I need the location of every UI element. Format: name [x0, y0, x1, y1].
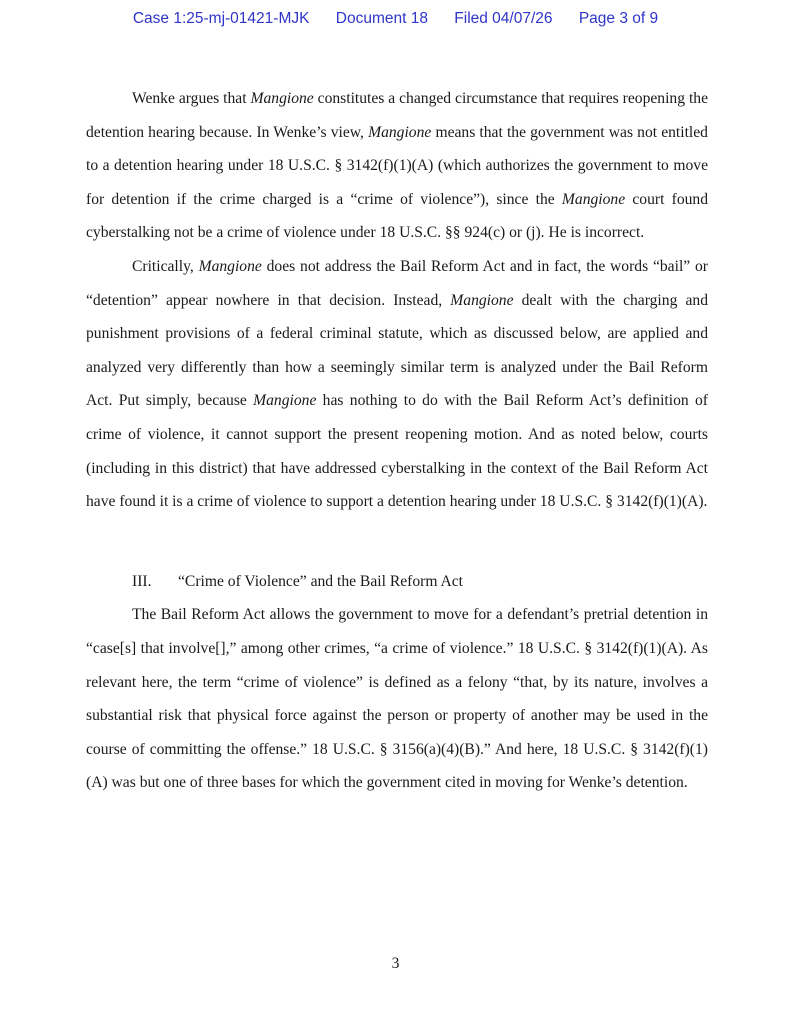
text-run: means that the government was not entitled to a detention hearing under 18 U.S.C. § 3142(f)(1)(A) (which authorizes the government to move for detention if the crime charged is a “crime of violence”), since the [86, 123, 708, 208]
text-run: does not address the Bail Reform Act and in fact, the words “bail” or “detention” appear nowhere in that decision. Instead, [86, 257, 708, 309]
text-run: court found cyberstalking not be a crime of violence under 18 U.S.C. §§ 924(c) or (j). He is incorrect. [86, 190, 709, 242]
section-number: III. [132, 572, 152, 590]
case-name: Mangione [450, 291, 514, 309]
text-run: Critically, [132, 257, 199, 275]
section-title: “Crime of Violence” and the Bail Reform Act [178, 572, 464, 590]
page-indicator: Page 3 of 9 [578, 10, 659, 27]
text-run: constitutes a changed circumstance that requires reopening the detention hearing because. In Wenke’s view, [86, 90, 708, 141]
text-run: Wenke argues that [132, 90, 251, 107]
document-body [86, 82, 708, 800]
case-number: Case 1:25-mj-01421-MJK [132, 10, 310, 27]
paragraph-bail-reform-act: The Bail Reform Act allows the government to move for a defendant’s pretrial detention in “case[s] that involve[],” among other crimes, “a crime of violence.” 18 U.S.C. § 3142(f)(1)(A). As relevant here, the term “crime of violence” is defined as a felony “that, by its nature, involves a substantial risk that physical force against the person or property of another may be used in the course of committing the offense.” 18 U.S.C. § 3156(a)(4)(B).” And here, 18 U.S.C. § 3142(f)(1)(A) was but one of three bases for which the government cited in moving for Wenke’s detention. [86, 606, 708, 792]
text-run: has nothing to do with the Bail Reform Act’s definition of crime of violence, it cannot support the present reopening motion. And as noted below, courts (including in this district) that have addressed cyberstalking in the context of the Bail Reform Act have found it is a crime of violence to support a detention hearing under 18 U.S.C. § 3142(f)(1)(A). [86, 392, 708, 511]
paragraph-critically [86, 250, 708, 519]
case-name: Mangione [253, 392, 317, 410]
filed-date: Filed 04/07/26 [454, 10, 553, 27]
page-number: 3 [391, 955, 400, 972]
ecf-header [0, 10, 791, 28]
section-heading [86, 565, 708, 599]
case-name: Mangione [561, 190, 626, 208]
paragraph-mangione-argument [86, 82, 708, 250]
document-number: Document 18 [335, 10, 428, 27]
case-name: Mangione [198, 257, 262, 275]
case-name: Mangione [368, 123, 432, 141]
case-name: Mangione [250, 90, 314, 107]
text-run: dealt with the charging and punishment provisions of a federal criminal statute, which as discussed below, are applied and analyzed very differently than how a seemingly similar term is analyzed under the Bail Reform Act. Put simply, because [86, 291, 709, 410]
